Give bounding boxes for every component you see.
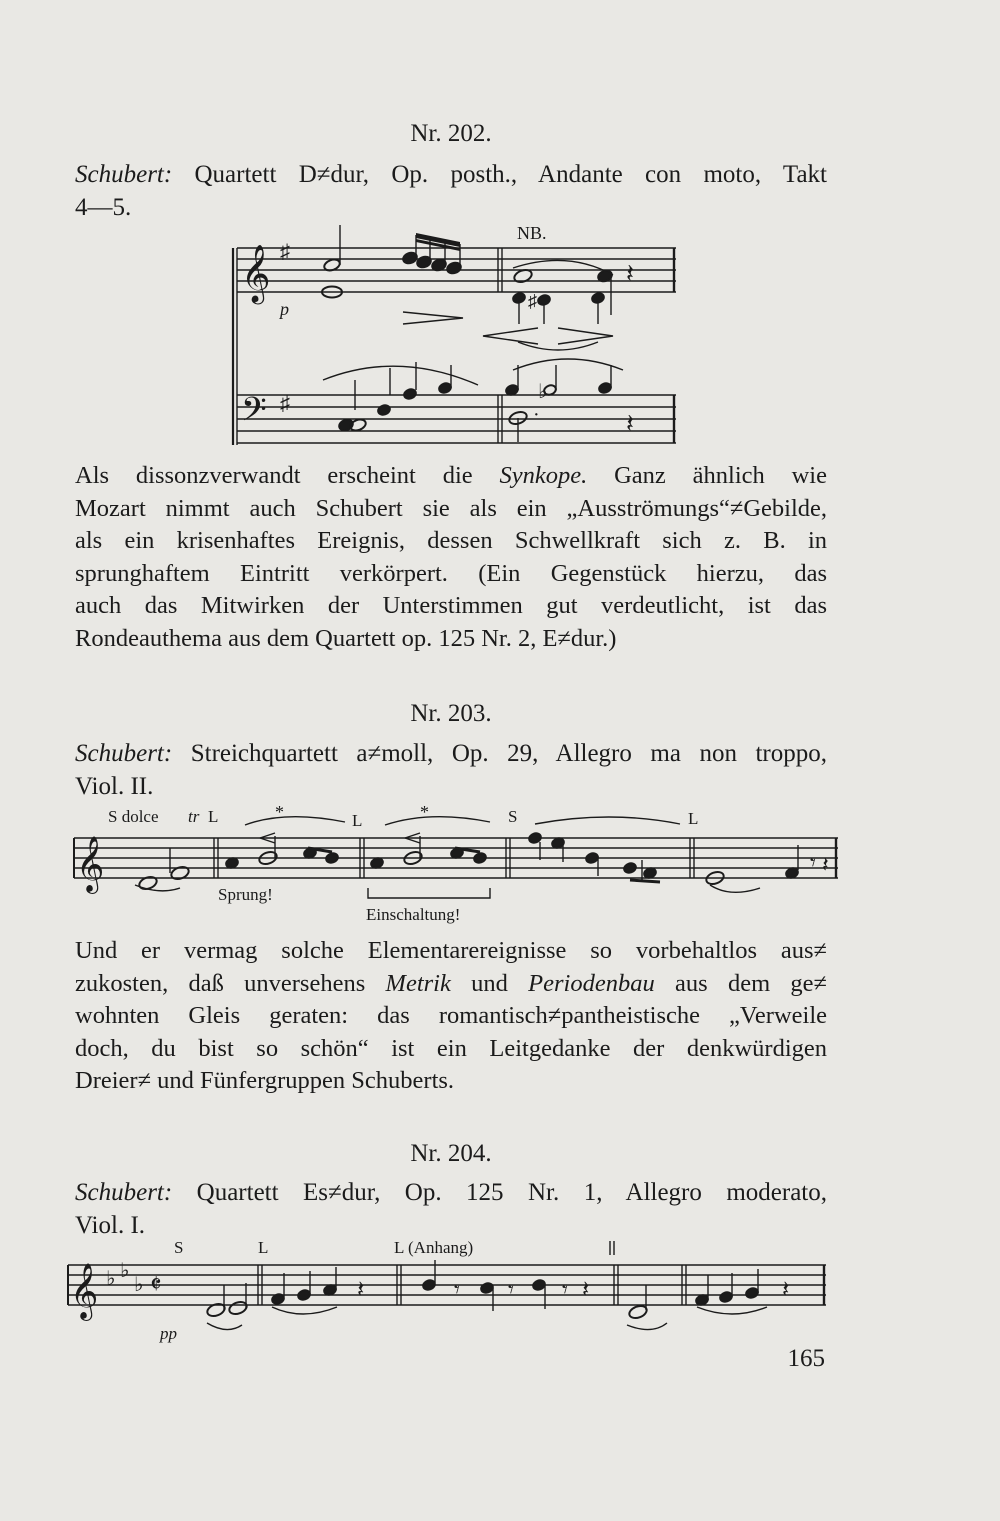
svg-text:♯: ♯ (528, 291, 537, 311)
svg-text:·: · (533, 404, 540, 426)
music-example-202 (228, 220, 688, 450)
svg-text:♭: ♭ (120, 1260, 130, 1282)
sprung-annotation: Sprung! (218, 885, 273, 904)
label-s: S (174, 1238, 184, 1257)
label-l: L (258, 1238, 269, 1257)
svg-text:𝄾: 𝄾 (454, 1277, 460, 1302)
example-204-reference: Schubert: Quartett Es≠dur, Op. 125 Nr. 1, Allegro moderato, Viol. I. (75, 1179, 827, 1239)
example-202-reference: Schubert: Quartett D≠dur, Op. posth., Andante con moto, Takt 4—5. (75, 161, 827, 221)
svg-text:𝄾: 𝄾 (562, 1277, 568, 1302)
treble-clef-icon: 𝄞 (241, 245, 271, 301)
composer-name: Schubert: (75, 161, 173, 188)
trill-marking: tr (188, 807, 200, 826)
svg-text:♭: ♭ (538, 381, 548, 403)
composer-name: Schubert: (75, 1179, 173, 1206)
nb-marking: NB. (517, 223, 547, 243)
svg-text:𝄽: 𝄽 (357, 1277, 365, 1303)
composer-name: Schubert: (75, 740, 173, 767)
treble-clef-icon: 𝄞 (70, 1265, 99, 1318)
svg-text:*: * (420, 802, 429, 822)
dynamic-marking: pp (160, 1324, 177, 1343)
svg-text:𝄽: 𝄽 (782, 1277, 790, 1303)
music-example-203 (70, 800, 840, 930)
example-202-number: Nr. 202. (410, 120, 492, 147)
label-l: L (208, 807, 219, 826)
body-paragraph-1: Als dissonzverwandt erscheint die Synkope. Ganz ähnlich wie Mozart nimmt auch Schubert sie als ein „Ausströmungs“≠Gebilde, als ein krisenhaftes Ereignis, dessen Schwellkraft sich z. B. in sprunghaftem Eintritt verkörpert. (Ein Gegenstück hierzu, das auch das Mitwirken der Unterstimmen gut verdeutlicht, ist das Rondeauthema aus dem Quartett op. 125 Nr. 2, E≠dur.) (75, 462, 827, 652)
svg-text:𝄽: 𝄽 (582, 1277, 590, 1303)
svg-text:*: * (275, 802, 284, 822)
page-number: 165 (787, 1345, 825, 1372)
svg-text:𝄾: 𝄾 (508, 1277, 514, 1302)
svg-text:𝄵: 𝄵 (150, 1270, 162, 1299)
einschaltung-annotation: Einschaltung! (366, 905, 461, 924)
music-example-204 (62, 1235, 842, 1345)
svg-text:𝄾: 𝄾 (810, 850, 816, 875)
svg-text:𝄽: 𝄽 (626, 409, 634, 438)
example-204-number: Nr. 204. (410, 1140, 492, 1167)
svg-text:♭: ♭ (106, 1268, 116, 1290)
dynamic-marking: p (280, 299, 289, 319)
label-l: L (352, 811, 363, 830)
bass-clef-icon: 𝄢 (241, 391, 267, 436)
label-l-anhang: L (Anhang) (394, 1238, 474, 1257)
body-paragraph-2: Und er vermag solche Elementarereignisse so vorbehaltlos aus≠ zukosten, daß unversehens Metrik und Periodenbau aus dem ge≠ wohnten Gleis geraten: das romantisch≠pantheistische „Verweile doch, du bist so schön“ ist ein Leitgedanke der denkwürdigen Dreier≠ und Fünfergruppen Schuberts. (75, 937, 827, 1095)
treble-clef-icon: 𝄞 (76, 838, 105, 891)
svg-text:♯: ♯ (280, 241, 290, 263)
label-l: L (688, 809, 699, 828)
example-203-number: Nr. 203. (410, 700, 492, 727)
svg-text:𝄽: 𝄽 (822, 852, 829, 877)
svg-text:𝄽: 𝄽 (626, 259, 634, 288)
label-s-dolce: S dolce (108, 807, 159, 826)
svg-text:♯: ♯ (280, 393, 290, 415)
svg-text:♭: ♭ (134, 1274, 144, 1296)
example-203-reference: Schubert: Streichquartett a≠moll, Op. 29, Allegro ma non troppo, Viol. II. (75, 740, 827, 800)
label-s: S (508, 807, 518, 826)
